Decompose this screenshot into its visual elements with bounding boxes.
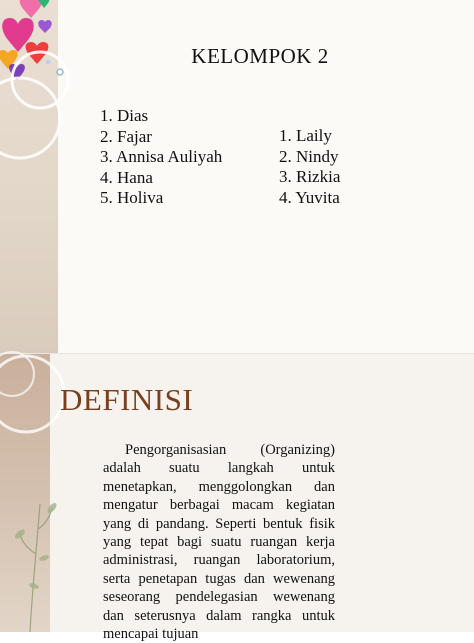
- list-item: 5. Holiva: [100, 188, 164, 207]
- member-list-left: [100, 106, 222, 209]
- page-title: KELOMPOK 2: [191, 44, 329, 68]
- hearts-cluster: [0, 0, 52, 80]
- list-item: 2. Fajar: [100, 126, 152, 146]
- heart-decoration-icon: [0, 0, 80, 354]
- list-item: 3. Rizkia: [279, 167, 341, 186]
- member-list-right: [279, 126, 340, 208]
- section-heading: DEFINISI: [60, 382, 194, 417]
- definition-paragraph: Pengorganisasian (Organizing) adalah suatu langkah untuk menetapkan, menggolongkan dan mengatur berbagai macam kegiatan yang di pandang. Seperti bentuk fisik yang tepat bagi suatu ruangan kerja administrasi, ruangan laboratorium, serta penetapan tugas dan wewenang seseorang pendelegasian wewenang dan seterusnya dalam rangka untuk mencapai tujuan: [103, 442, 335, 643]
- list-item: 1. Laily: [279, 126, 332, 145]
- list-item: 4. Hana: [100, 167, 153, 187]
- list-item: 1. Dias: [100, 106, 149, 125]
- list-item: 4. Yuvita: [279, 187, 340, 207]
- slide-definisi: [0, 354, 474, 643]
- list-item: 3. Annisa Auliyah: [100, 147, 223, 166]
- list-item: 2. Nindy: [279, 146, 339, 166]
